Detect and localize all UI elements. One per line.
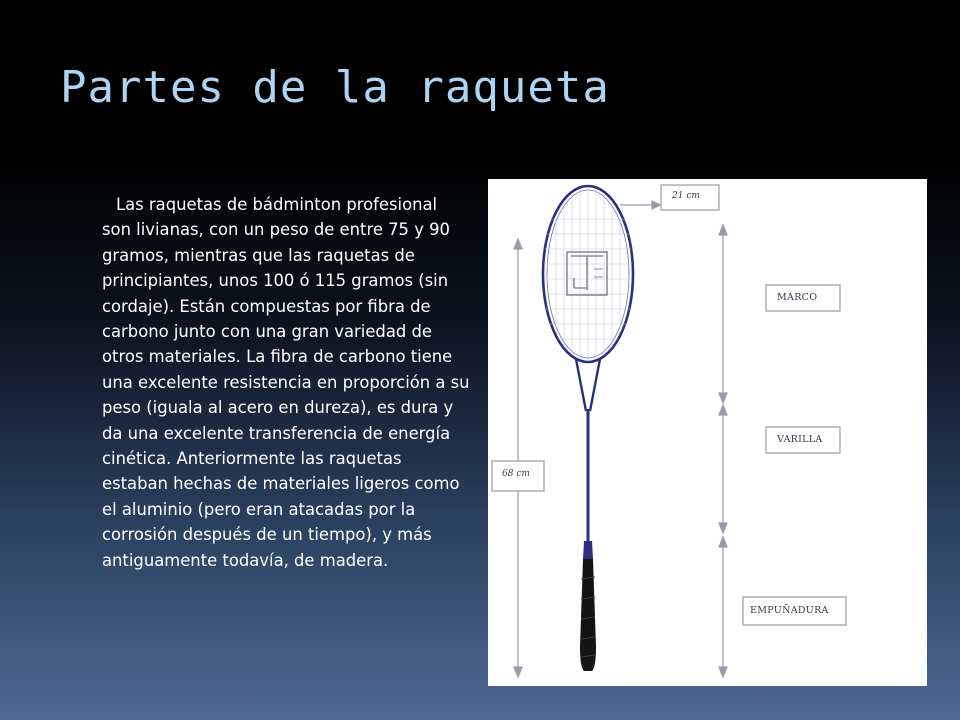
grip-arrow	[719, 537, 727, 677]
frame-arrow	[719, 225, 727, 403]
racket-drawing	[488, 179, 927, 686]
shaft-label: VARILLA	[777, 434, 823, 445]
slide-title: Partes de la raqueta	[60, 62, 610, 113]
body-text: Las raquetas de bádminton profesional son livianas, con un peso de entre 75 y 90 gramos, mientras que las raquetas de principiantes, unos 100 ó 115 gramos (sin cordaje). Están compuestas por fibra de carbono junto con una gran variedad de otros materiales. La fibra de carbono tiene una excelente resistencia en proporción a su peso (iguala al acero en dureza), es dura y da una excelente transferencia de energía cinética. Anteriormente las raquetas estaban hechas de materiales ligeros como el aluminio (pero eran atacadas por la corrosión después de un tiempo), y más antiguamente todavía, de madera.	[102, 195, 470, 570]
width-arrow	[620, 201, 660, 209]
length-label: 68 cm	[502, 469, 530, 479]
shaft-arrow	[719, 405, 727, 533]
racket-diagram	[488, 179, 927, 686]
racket-throat	[576, 359, 600, 411]
racket-strings	[544, 188, 632, 360]
racket-grip	[580, 559, 596, 671]
width-label: 21 cm	[672, 191, 700, 201]
grip-label: EMPUÑADURA	[750, 605, 829, 616]
racket-handle	[583, 541, 593, 559]
length-arrow	[514, 239, 522, 677]
frame-label: MARCO	[777, 292, 818, 303]
string-logo	[567, 252, 607, 295]
